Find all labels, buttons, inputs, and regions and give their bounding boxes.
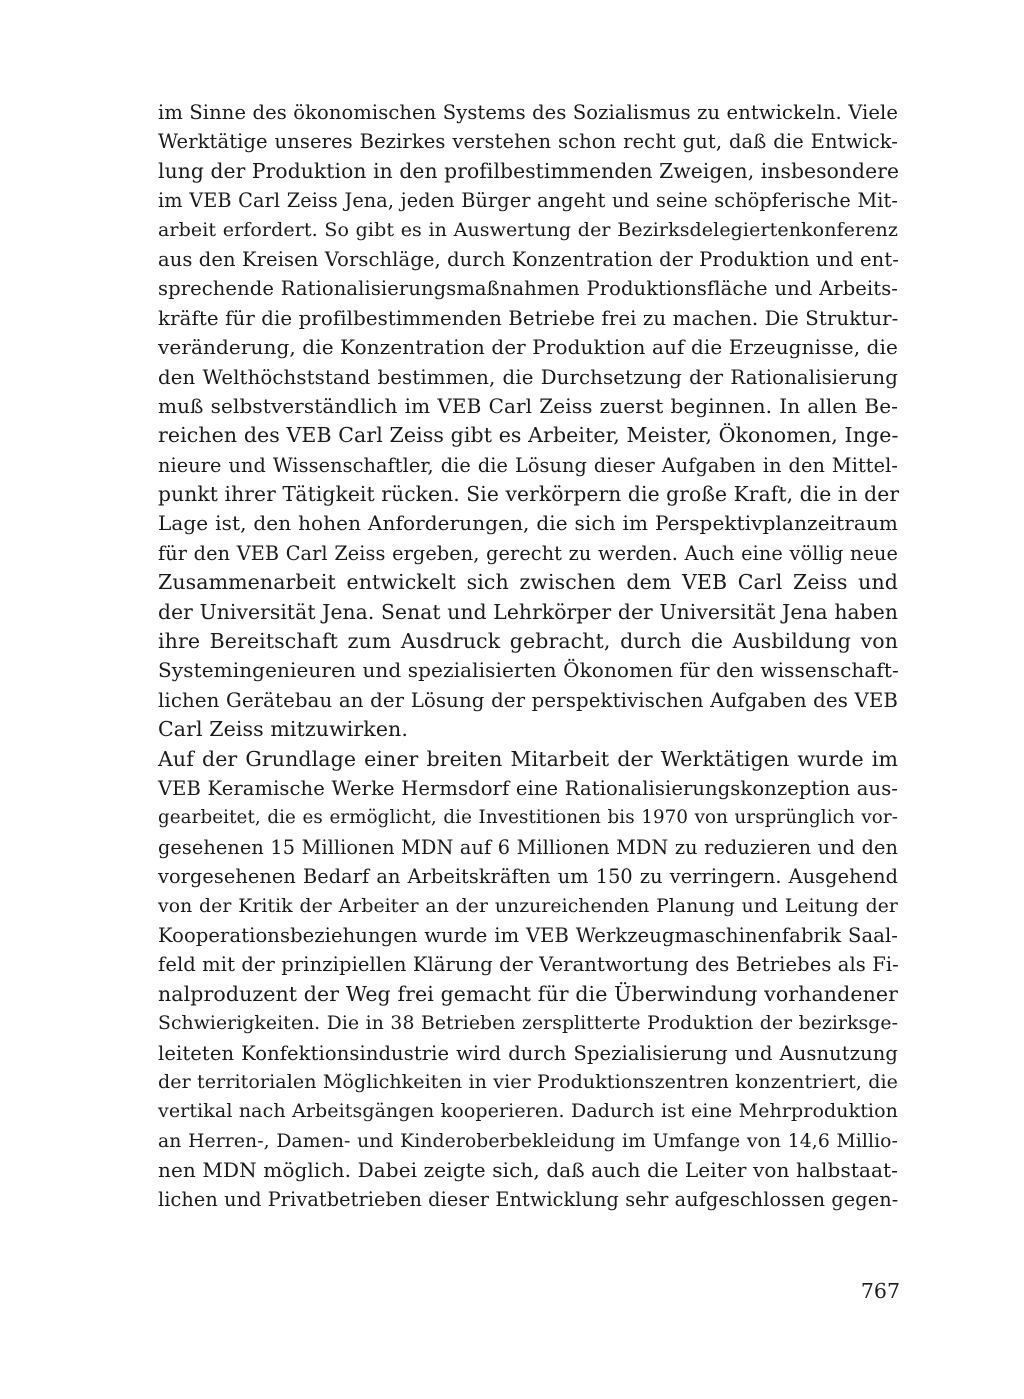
text-line: VEB Keramische Werke Hermsdorf eine Rationalisierungskonzeption aus- [158,776,898,800]
text-line: Kooperationsbeziehungen wurde im VEB Werkzeugmaschinenfabrik Saal- [158,923,898,947]
text-line: lichen Gerätebau an der Lösung der perspektivischen Aufgaben des VEB [158,688,898,712]
text-line: aus den Kreisen Vorschläge, durch Konzentration der Produktion und ent- [158,247,899,271]
text-line: ihre Bereitschaft zum Ausdruck gebracht, durch die Ausbildung von [158,629,898,654]
text-line: im Sinne des ökonomischen Systems des Sozialismus zu entwickeln. Viele [158,101,898,124]
text-line: der Universität Jena. Senat und Lehrkörper der Universität Jena haben [158,599,898,624]
text-line: nalproduzent der Weg frei gemacht für die Überwindung vorhandener [158,981,898,1006]
text-line: im VEB Carl Zeiss Jena, jeden Bürger angeht und seine schöpferische Mit- [158,189,898,213]
text-line: an Herren-, Damen- und Kinderoberbekleidung im Umfange von 14,6 Millio- [158,1130,898,1152]
text-line: der territorialen Möglichkeiten in vier Produktionszentren konzentriert, die [158,1070,898,1093]
text-line: leiteten Konfektionsindustrie wird durch Spezialisierung und Ausnutzung [158,1041,898,1065]
text-line: Systemingenieuren und spezialisierten Ökonomen für den wissenschaft- [158,658,899,683]
text-line: den Welthöchststand bestimmen, die Durchsetzung der Rationalisierung [158,365,898,389]
text-line: Schwierigkeiten. Die in 38 Betrieben zersplitterte Produktion der bezirksge- [158,1013,898,1035]
text-line: muß selbstverständlich im VEB Carl Zeiss zuerst beginnen. In allen Be- [158,393,898,418]
text-line: lichen und Privatbetrieben dieser Entwicklung sehr aufgeschlossen gegen- [158,1188,899,1212]
text-line: von der Kritik der Arbeiter an der unzureichenden Planung und Leitung der [158,895,898,917]
text-line: Zusammenarbeit entwickelt sich zwischen dem VEB Carl Zeiss und [158,570,898,595]
text-line: arbeit erfordert. So gibt es in Auswertung der Bezirksdelegiertenkonferenz [158,218,898,241]
text-line: Lage ist, den hohen Anforderungen, die sich im Perspektivplanzeitraum [158,511,898,536]
text-line: kräfte für die profilbestimmenden Betriebe frei zu machen. Die Struktur- [158,306,899,330]
text-line: punkt ihrer Tätigkeit rücken. Sie verkörpern die große Kraft, die in der [158,482,900,507]
text-line: feld mit der prinzipiellen Klärung der Verantwortung des Betriebes als Fi- [158,953,899,977]
text-line: nen MDN möglich. Dabei zeigte sich, daß auch die Leiter von halbstaat- [158,1158,898,1183]
text-line: veränderung, die Konzentration der Produktion auf die Erzeugnisse, die [158,335,898,360]
text-line: nieure und Wissenschaftler, die die Lösung dieser Aufgaben in den Mittel- [158,453,898,477]
text-line: Carl Zeiss mitzuwirken. [158,717,408,742]
paragraph-1 [158,98,898,745]
text-line: lung der Produktion in den profilbestimmenden Zweigen, insbesondere [158,158,900,183]
text-line: sprechende Rationalisierungsmaßnahmen Produktionsfläche und Arbeits- [158,277,898,301]
body-text [158,98,898,1215]
text-line: vorgesehenen Bedarf an Arbeitskräften um 150 zu verringern. Ausgehend [158,865,898,889]
text-line: Auf der Grundlage einer breiten Mitarbeit der Werktätigen wurde im [158,746,898,771]
text-line: Werktätige unseres Bezirkes verstehen schon recht gut, daß die Entwick- [158,130,898,154]
text-line: reichen des VEB Carl Zeiss gibt es Arbeiter, Meister, Ökonomen, Inge- [158,423,899,448]
text-line: gearbeitet, die es ermöglicht, die Investitionen bis 1970 von ursprünglich vor- [158,807,898,829]
text-line: für den VEB Carl Zeiss ergeben, gerecht zu werden. Auch eine völlig neue [158,541,898,565]
page-number: 767 [860,1279,900,1303]
text-line: vertikal nach Arbeitsgängen kooperieren. Dadurch ist eine Mehrproduktion [158,1100,898,1123]
text-line: gesehenen 15 Millionen MDN auf 6 Millionen MDN zu reduzieren und den [158,835,898,859]
paragraph-2 [158,745,898,1215]
